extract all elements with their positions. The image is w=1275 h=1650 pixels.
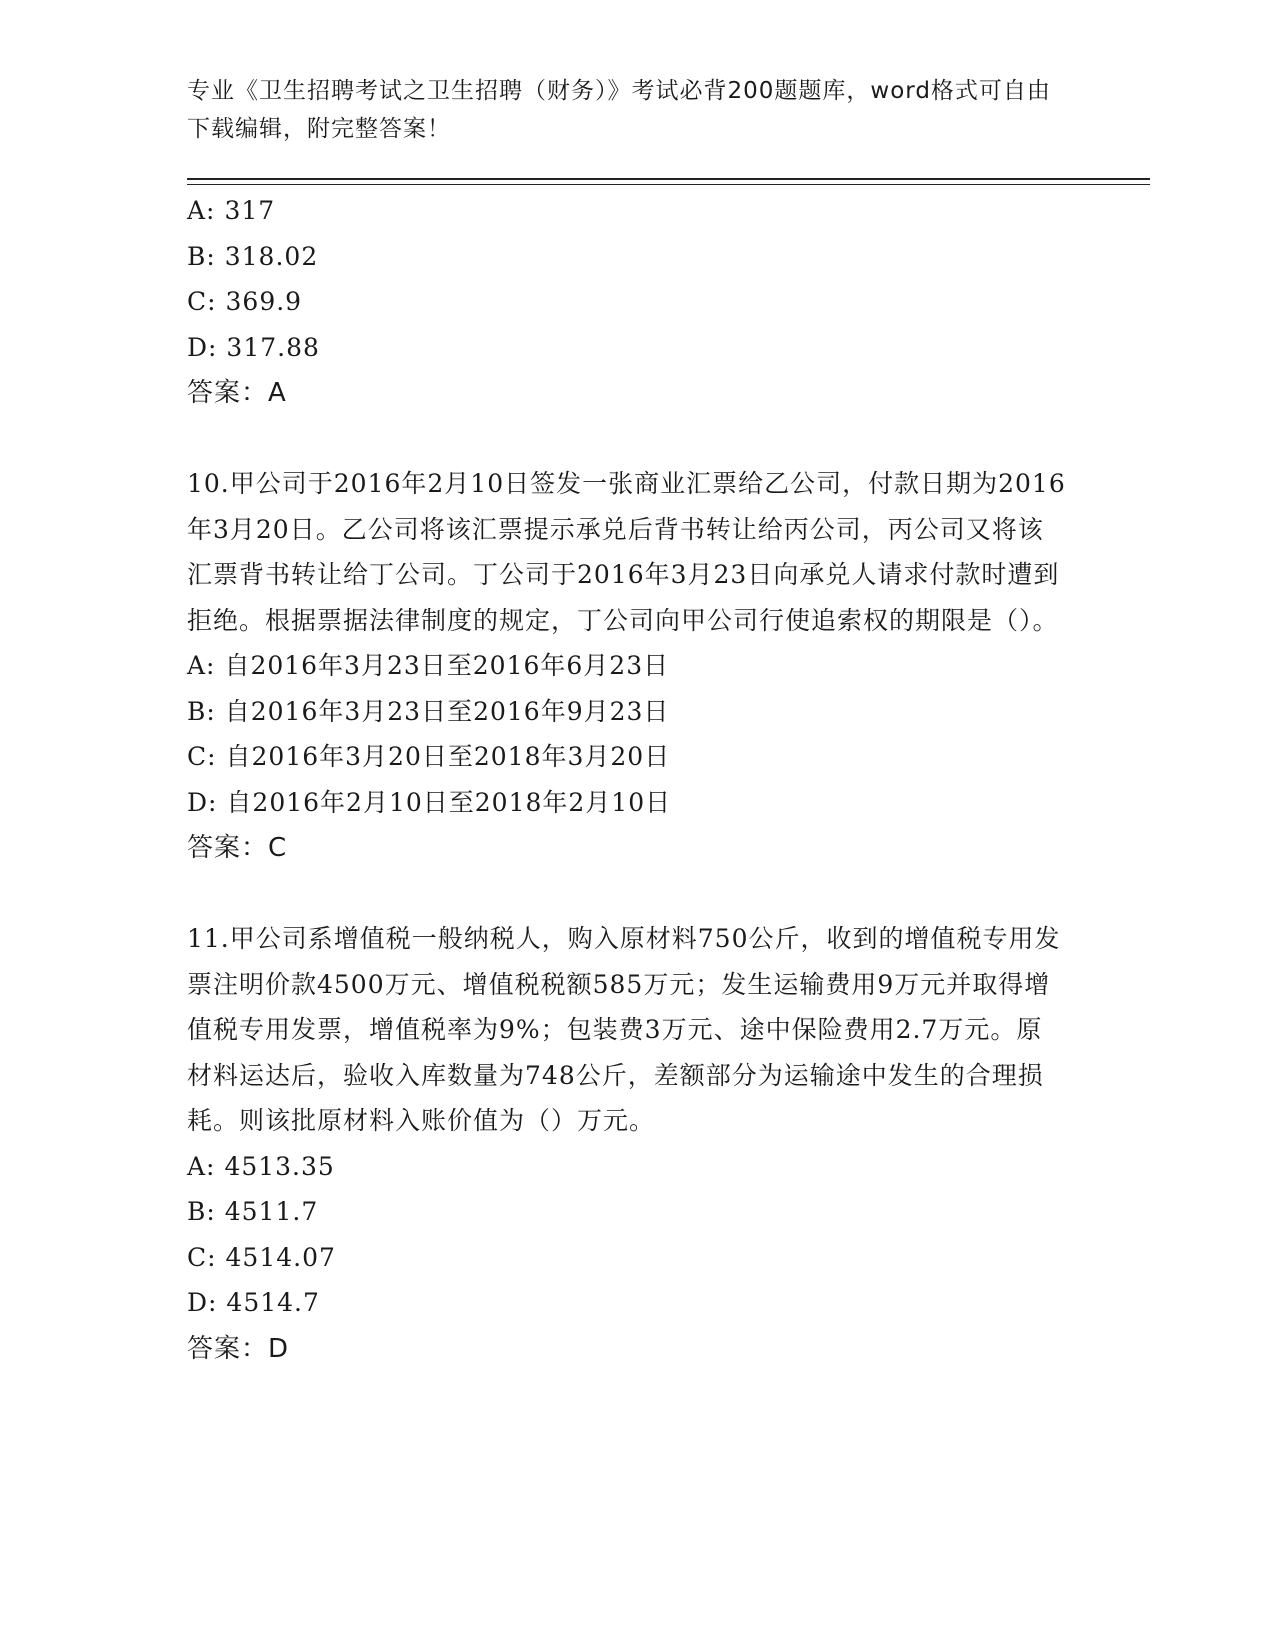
option-text: 4511.7 [224, 1197, 319, 1226]
option-d [187, 780, 1087, 826]
option-c [187, 1235, 1087, 1281]
document-header: 专业《卫生招聘考试之卫生招聘（财务）》考试必背200题题库，word格式可自由下载编辑，附完整答案！ [187, 78, 1051, 142]
option-text: 4514.7 [226, 1288, 320, 1317]
option-text: 317.88 [226, 332, 320, 362]
option-label: D: [187, 1288, 218, 1317]
answer-line [187, 1326, 1087, 1372]
question-text: 10.甲公司于2016年2月10日签发一张商业汇票给乙公司，付款日期为2016年3月20日。乙公司将该汇票提示承兑后背书转让给丙公司，丙公司又将该汇票背书转让给丁公司。丁公司于2016年3月23日向承兑人请求付款时遭到拒绝。根据票据法律制度的规定，丁公司向甲公司行使追索权的期限是（）。 [187, 469, 1066, 635]
option-label: D: [187, 332, 218, 362]
option-a [187, 188, 1087, 234]
option-text: 318.02 [224, 241, 319, 271]
header-divider [187, 178, 1150, 180]
answer-line [187, 370, 1087, 416]
question-content [187, 188, 1087, 1372]
option-b [187, 1189, 1087, 1235]
option-text: 369.9 [225, 287, 303, 316]
option-text: 自2016年3月23日至2016年9月23日 [224, 696, 670, 726]
answer-value: D [268, 1333, 290, 1364]
option-label: D: [187, 787, 218, 817]
option-text: 自2016年3月20日至2018年3月20日 [225, 742, 671, 771]
option-text: 317 [224, 196, 276, 225]
option-label: C: [187, 1242, 217, 1272]
prev-question-options [187, 188, 1087, 416]
option-text: 4514.07 [225, 1242, 336, 1272]
header-divider-thin [187, 184, 1150, 185]
option-c [187, 279, 1087, 325]
answer-value: C [268, 833, 288, 863]
option-b [187, 234, 1087, 280]
option-text: 自2016年3月23日至2016年6月23日 [224, 651, 670, 680]
option-text: 4513.35 [224, 1151, 335, 1181]
question-11 [187, 916, 1087, 1372]
answer-label: 答案： [187, 378, 269, 408]
option-label: A: [187, 196, 216, 225]
option-label: C: [187, 287, 217, 316]
option-a [187, 1144, 1087, 1190]
answer-value: A [268, 378, 287, 408]
option-c [187, 734, 1087, 780]
answer-line [187, 825, 1087, 871]
option-text: 自2016年2月10日至2018年2月10日 [226, 787, 672, 817]
option-label: C: [187, 742, 217, 771]
option-b [187, 689, 1087, 735]
question-text: 11.甲公司系增值税一般纳税人，购入原材料750公斤，收到的增值税专用发票注明价款4500万元、增值税税额585万元；发生运输费用9万元并取得增值税专用发票，增值税率为9%；包装费3万元、途中保险费用2.7万元。原材料运达后，验收入库数量为748公斤，差额部分为运输途中发生的合理损耗。则该批原材料入账价值为（）万元。 [187, 924, 1061, 1135]
answer-label: 答案： [187, 1333, 269, 1364]
question-10 [187, 461, 1087, 871]
option-d [187, 1280, 1087, 1326]
option-label: B: [187, 1197, 216, 1226]
option-label: A: [187, 651, 216, 680]
option-label: B: [187, 241, 216, 271]
option-d [187, 325, 1087, 371]
option-label: B: [187, 696, 216, 726]
answer-label: 答案： [187, 833, 269, 863]
option-a [187, 643, 1087, 689]
option-label: A: [187, 1151, 216, 1181]
